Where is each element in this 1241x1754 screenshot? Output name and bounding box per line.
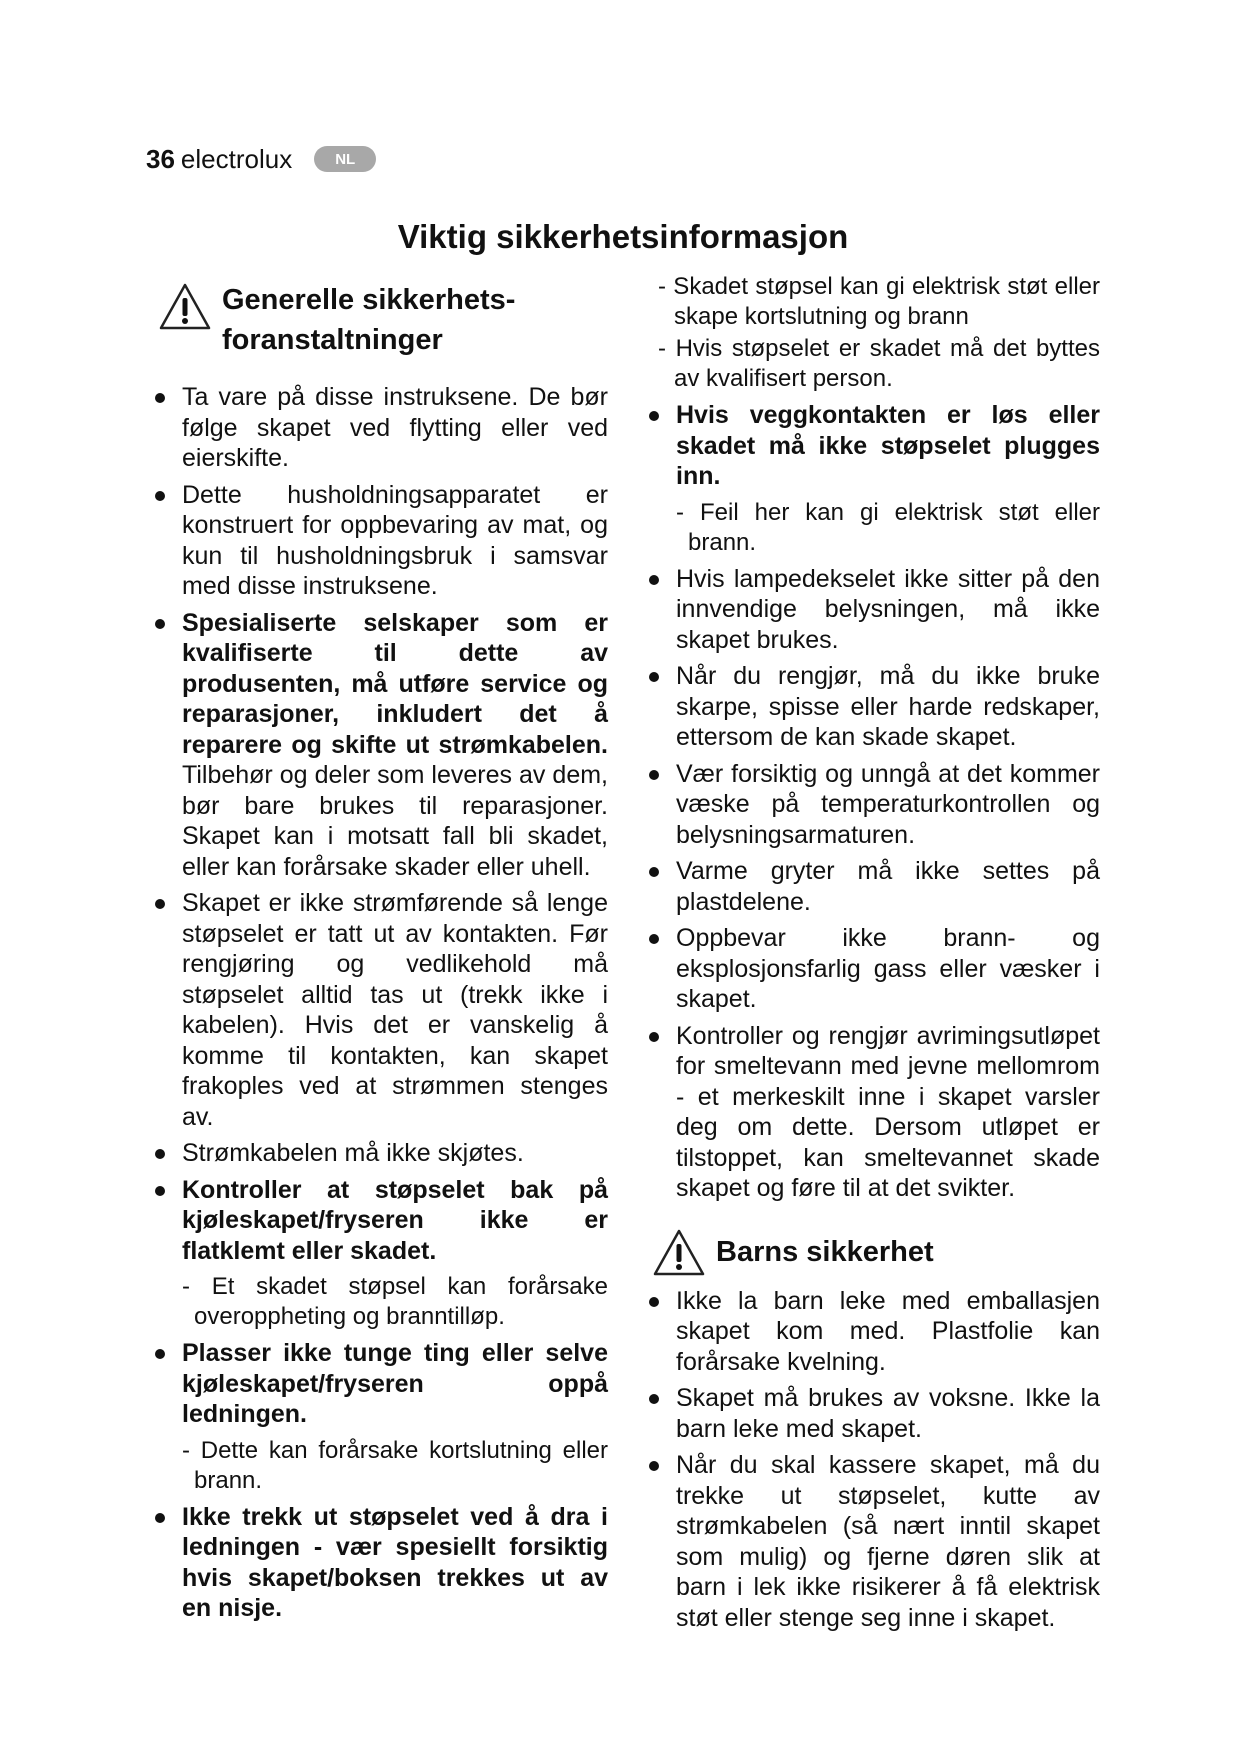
sub-note: - Skadet støpsel kan gi elektrisk støt eller skape kortslutning og brann	[658, 273, 1100, 330]
sub-note: - Hvis støpselet er skadet må det byttes av kvalifisert person.	[658, 335, 1100, 392]
page-title-text: Viktig sikkerhetsinformasjon	[397, 218, 849, 255]
sub-note: - Feil her kan gi elektrisk støt eller brann.	[676, 498, 1100, 556]
brand-name: electrolux	[180, 143, 293, 174]
list-item: Dette husholdningsapparatet er konstruert for oppbevaring av mat, og kun til husholdningsbruk i samsvar med disse instruksene.	[150, 480, 608, 602]
section-heading-general	[150, 280, 608, 360]
sub-note: - Dette kan forårsake kortslutning eller brann.	[182, 1436, 608, 1494]
page-number: 36	[146, 143, 175, 174]
list-item: Plasser ikke tunge ting eller selve kjøleskapet/fryseren oppå ledningen. - Dette kan forårsake kortslutning eller brann.	[150, 1338, 608, 1496]
page-header	[146, 142, 376, 176]
list-item: Vær forsiktig og unngå at det kommer væske på temperaturkontrollen og belysningsarmaturen.	[644, 759, 1100, 851]
list-item: Varme gryter må ikke settes på plastdelene.	[644, 856, 1100, 917]
list-item: Ta vare på disse instruksene. De bør følge skapet ved flytting eller ved eierskifte.	[150, 382, 608, 474]
heading-line-1: Generelle sikkerhets-	[222, 284, 516, 316]
section-heading-child-safety	[644, 1226, 1100, 1278]
list-item: Kontroller at støpselet bak på kjøleskapet/fryseren ikke er flatklemt eller skadet. - Et skadet støpsel kan forårsake overoppheting og branntilløp.	[150, 1175, 608, 1333]
list-item: Kontroller og rengjør avrimingsutløpet for smeltevann med jevne mellomrom - et merkeskilt inne i skapet varsler deg om dette. Dersom utløpet er tilstoppet, kan smeltevannet skade skapet og føre til at det svikter.	[644, 1021, 1100, 1204]
list-item: Hvis lampedekselet ikke sitter på den innvendige belysningen, må ikke skapet brukes.	[644, 564, 1100, 656]
right-column	[644, 272, 1100, 1639]
sub-note: - Et skadet støpsel kan forårsake overoppheting og branntilløp.	[182, 1273, 608, 1330]
list-item: Når du skal kassere skapet, må du trekke ut støpselet, kutte av strømkabelen (så nært inntil skapet som mulig) og fjerne døren slik at barn i lek ikke risikerer å få elektrisk støt eller stenge seg inne i skapet.	[644, 1450, 1100, 1633]
list-item: Ikke trekk ut støpselet ved å dra i ledningen - vær spesiellt forsiktig hvis skapet/boksen trekkes ut av en nisje.	[150, 1502, 608, 1624]
list-item: Strømkabelen må ikke skjøtes.	[150, 1138, 608, 1169]
list-item: Skapet er ikke strømførende så lenge støpselet er tatt ut av kontakten. Før rengjøring og vedlikehold må støpselet alltid tas ut (trekk ikke i kabelen). Hvis det er vanskelig å komme til kontakten, kan skapet frakoples ved at strømmen stenges av.	[150, 888, 608, 1132]
heading-line-2: foranstaltninger	[222, 324, 443, 356]
child-safety-list	[644, 1286, 1100, 1634]
list-item: Oppbevar ikke brann- og eksplosjonsfarlig gass eller væsker i skapet.	[644, 923, 1100, 1015]
left-column	[150, 280, 608, 1630]
language-badge: NL	[314, 146, 376, 172]
warning-icon	[158, 282, 212, 332]
list-item: Spesialiserte selskaper som er kvalifiserte til dette av produsenten, må utføre service og reparasjoner, inkludert det å reparere og skifte ut strømkabelen. Tilbehør og deler som leveres av dem, bør bare brukes til reparasjoner. Skapet kan i motsatt fall bli skadet, eller kan forårsake skader eller uhell.	[150, 608, 608, 883]
list-item: Hvis veggkontakten er løs eller skadet må ikke støpselet plugges inn. - Feil her kan gi elektrisk støt eller brann.	[644, 400, 1100, 558]
general-safety-list-continued	[644, 400, 1100, 1204]
page-title	[0, 218, 1241, 256]
list-item: Når du rengjør, må du ikke bruke skarpe, spisse eller harde redskaper, ettersom de kan skade skapet.	[644, 661, 1100, 753]
general-safety-list	[150, 382, 608, 1624]
list-item: Skapet må brukes av voksne. Ikke la barn leke med skapet.	[644, 1383, 1100, 1444]
list-item: Ikke la barn leke med emballasjen skapet kom med. Plastfolie kan forårsake kvelning.	[644, 1286, 1100, 1378]
heading-text: Barns sikkerhet	[716, 1235, 934, 1268]
warning-icon	[652, 1228, 706, 1278]
